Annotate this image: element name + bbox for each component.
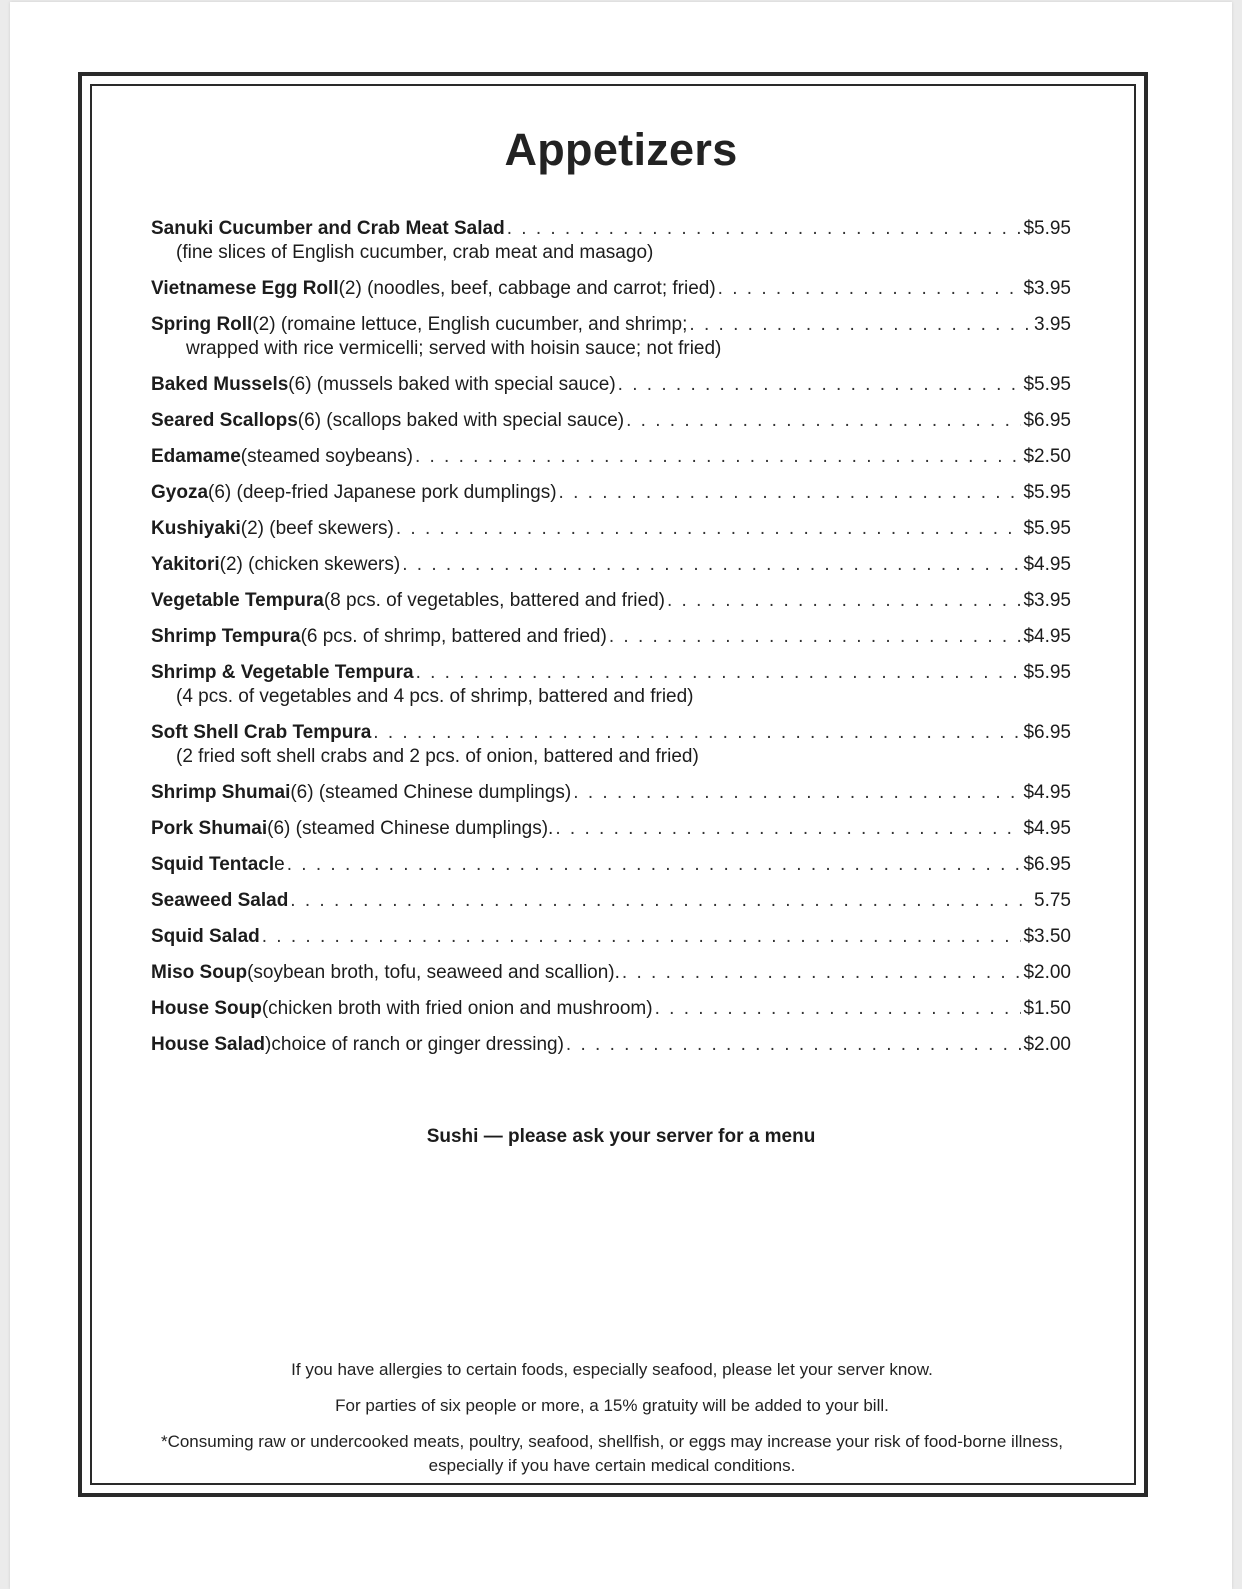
dot-leader — [287, 853, 1022, 877]
dot-leader — [626, 409, 1021, 433]
menu-item — [151, 589, 1071, 613]
item-name: House Soup — [151, 998, 262, 1019]
item-price: $6.95 — [1023, 722, 1071, 743]
gratuity-notice: For parties of six people or more, a 15% gratuity will be added to your bill. — [335, 1396, 889, 1415]
item-name: Gyoza — [151, 482, 209, 503]
item-description: (chicken broth with fried onion and mushroom) — [261, 998, 653, 1019]
item-name: House Salad — [151, 1034, 266, 1055]
consumption-warning: *Consuming raw or undercooked meats, poultry, seafood, shellfish, or eggs may increase your risk of food-borne illness, especially if you have certain medical conditions. — [160, 1432, 1064, 1475]
menu-item — [151, 409, 1071, 433]
menu-item — [151, 781, 1071, 805]
item-name: Squid Salad — [151, 926, 260, 947]
item-name: Seared Scallops — [151, 410, 298, 431]
menu-item — [151, 445, 1071, 469]
item-price: $6.95 — [1023, 854, 1071, 875]
item-price: $5.95 — [1023, 482, 1071, 503]
menu-item — [151, 553, 1071, 577]
menu-item — [151, 997, 1071, 1021]
dot-leader — [262, 925, 1022, 949]
item-price: $5.95 — [1023, 518, 1071, 539]
item-description: (soybean broth, tofu, seaweed and scallion). — [247, 962, 620, 983]
item-price: $4.95 — [1023, 626, 1071, 647]
item-description: e — [274, 854, 285, 875]
dot-leader — [415, 445, 1022, 469]
dot-leader — [559, 481, 1022, 505]
dot-leader — [507, 217, 1022, 241]
item-name: Soft Shell Crab Tempura — [151, 722, 372, 743]
item-name: Spring Roll — [151, 314, 253, 335]
allergy-notice: If you have allergies to certain foods, especially seafood, please let your server know. — [291, 1360, 933, 1379]
item-description: (6) (deep-fried Japanese pork dumplings) — [208, 482, 557, 503]
item-price: $1.50 — [1023, 998, 1071, 1019]
page-title: Appetizers — [504, 124, 738, 175]
menu-item — [151, 961, 1071, 985]
item-name: Edamame — [151, 446, 241, 467]
item-price: $6.95 — [1023, 410, 1071, 431]
menu-item — [151, 481, 1071, 505]
item-price: $5.95 — [1023, 374, 1071, 395]
item-price: 3.95 — [1034, 314, 1071, 335]
dot-leader — [622, 961, 1022, 985]
item-name: Miso Soup — [151, 962, 248, 983]
item-name: Squid Tentacl — [151, 854, 275, 875]
item-price: $3.95 — [1023, 278, 1071, 299]
appetizer-list — [151, 217, 1071, 1057]
sushi-note: Sushi — please ask your server for a menu — [426, 1126, 816, 1147]
dot-leader — [290, 889, 1032, 913]
item-description: (2) (romaine lettuce, English cucumber, and shrimp; — [252, 314, 688, 335]
item-price: $4.95 — [1023, 782, 1071, 803]
menu-item — [151, 1033, 1071, 1057]
menu-item — [151, 721, 1071, 769]
item-description: (6 pcs. of shrimp, battered and fried) — [300, 626, 607, 647]
menu-item — [151, 889, 1071, 913]
dot-leader — [609, 625, 1022, 649]
dot-leader — [667, 589, 1021, 613]
item-price: $2.50 — [1023, 446, 1071, 467]
dot-leader — [718, 277, 1022, 301]
dot-leader — [573, 781, 1021, 805]
item-description: (steamed soybeans) — [240, 446, 413, 467]
item-description: (6) (steamed Chinese dumplings). — [267, 818, 554, 839]
item-name: Baked Mussels — [151, 374, 289, 395]
item-price: $4.95 — [1023, 818, 1071, 839]
menu-item — [151, 925, 1071, 949]
item-name: Shrimp & Vegetable Tempura — [151, 662, 414, 683]
item-name: Seaweed Salad — [151, 890, 289, 911]
item-name: Yakitori — [151, 554, 220, 575]
item-description: (6) (scallops baked with special sauce) — [297, 410, 625, 431]
menu-item — [151, 277, 1071, 301]
item-price: $2.00 — [1023, 962, 1071, 983]
dot-leader — [402, 553, 1021, 577]
menu-item — [151, 853, 1071, 877]
item-price: $3.50 — [1023, 926, 1071, 947]
item-name: Sanuki Cucumber and Crab Meat Salad — [151, 218, 505, 239]
item-description: )choice of ranch or ginger dressing) — [265, 1034, 564, 1055]
dot-leader — [689, 313, 1032, 337]
item-price: $4.95 — [1023, 554, 1071, 575]
dot-leader — [416, 661, 1022, 685]
menu-item — [151, 817, 1071, 841]
item-description: (2) (beef skewers) — [240, 518, 394, 539]
item-name: Pork Shumai — [151, 818, 268, 839]
dot-leader — [655, 997, 1022, 1021]
item-description: (6) (mussels baked with special sauce) — [288, 374, 616, 395]
item-name: Vietnamese Egg Roll — [151, 278, 339, 299]
dot-leader — [396, 517, 1022, 541]
item-name: Kushiyaki — [151, 518, 241, 539]
item-description: (8 pcs. of vegetables, battered and fried) — [323, 590, 665, 611]
item-subdescription: (4 pcs. of vegetables and 4 pcs. of shrimp, battered and fried) — [176, 686, 694, 707]
item-description: (2) (noodles, beef, cabbage and carrot; fried) — [338, 278, 716, 299]
item-price: $5.95 — [1023, 218, 1071, 239]
item-price: $3.95 — [1023, 590, 1071, 611]
footer-notes — [150, 1358, 1074, 1490]
item-name: Shrimp Shumai — [151, 782, 291, 803]
item-name: Shrimp Tempura — [151, 626, 301, 647]
dot-leader — [555, 817, 1021, 841]
item-price: $5.95 — [1023, 662, 1071, 683]
menu-item — [151, 661, 1071, 709]
item-price: 5.75 — [1034, 890, 1071, 911]
dot-leader — [373, 721, 1021, 745]
menu-item — [151, 373, 1071, 397]
menu-item — [151, 313, 1071, 361]
item-subdescription: (2 fried soft shell crabs and 2 pcs. of onion, battered and fried) — [176, 746, 699, 767]
item-subdescription: wrapped with rice vermicelli; served with hoisin sauce; not fried) — [186, 338, 722, 359]
item-description: (2) (chicken skewers) — [219, 554, 401, 575]
menu-item — [151, 217, 1071, 265]
menu-item — [151, 517, 1071, 541]
item-description: (6) (steamed Chinese dumplings) — [290, 782, 572, 803]
dot-leader — [618, 373, 1022, 397]
menu-item — [151, 625, 1071, 649]
item-subdescription: (fine slices of English cucumber, crab meat and masago) — [176, 242, 654, 263]
dot-leader — [566, 1033, 1022, 1057]
item-name: Vegetable Tempura — [151, 590, 324, 611]
item-price: $2.00 — [1023, 1034, 1071, 1055]
